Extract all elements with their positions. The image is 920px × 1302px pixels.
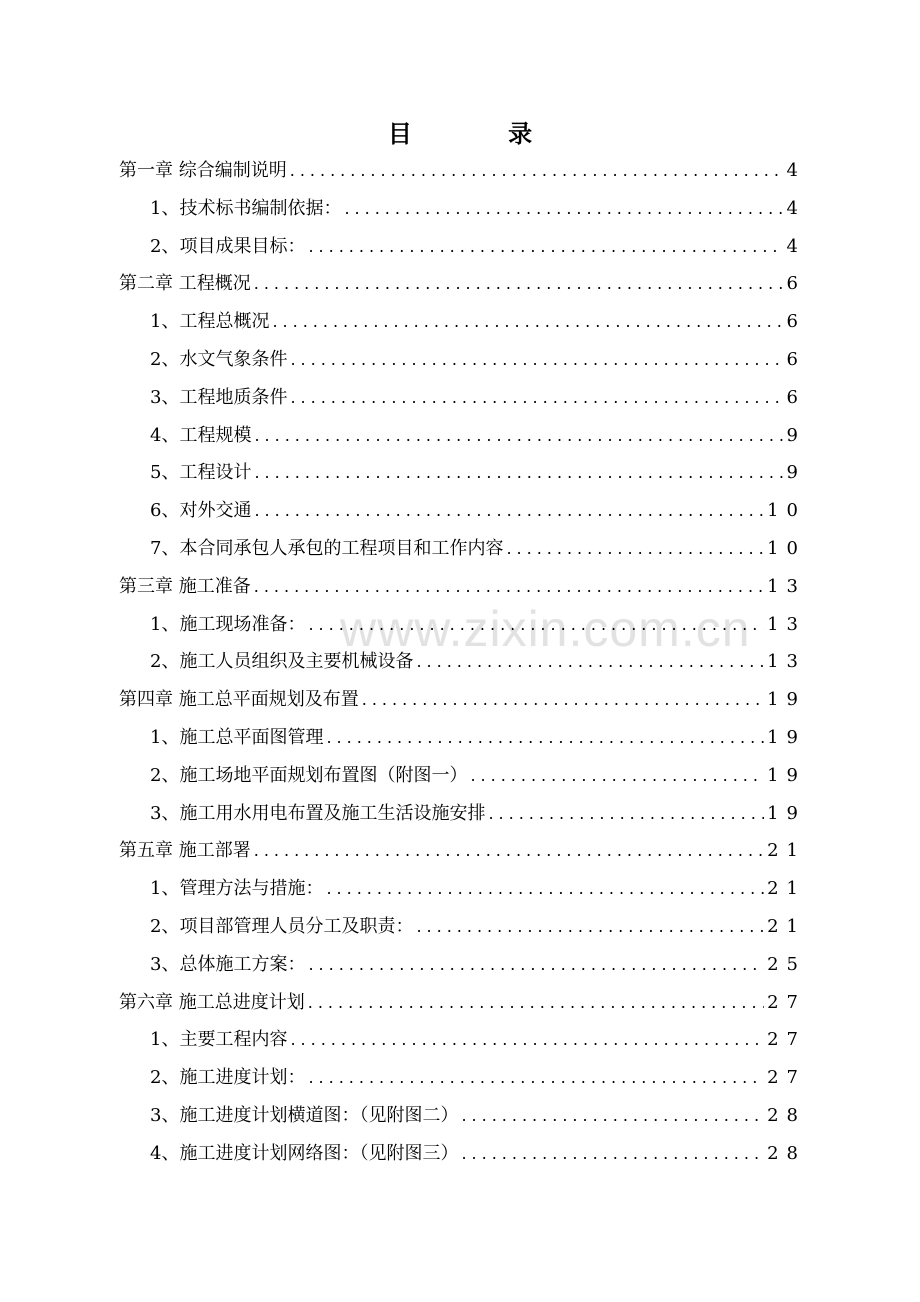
toc-leader-dots: [272, 303, 783, 341]
toc-leader-dots: [326, 870, 764, 908]
toc-page-number: 28: [767, 1142, 806, 1164]
toc-entry-title: 7、本合同承包人承包的工程项目和工作内容: [150, 538, 504, 559]
toc-chapter-entry[interactable]: [119, 568, 806, 606]
toc-leader-dots: [470, 757, 764, 795]
toc-entry-title: 3、施工用水用电布置及施工生活设施安排: [150, 802, 486, 824]
toc-chapter-entry[interactable]: [119, 265, 806, 303]
toc-entry-title: 第六章 施工总进度计划: [119, 991, 305, 1013]
toc-section-entry[interactable]: [150, 190, 806, 228]
toc-entry-title: 1、施工现场准备：: [150, 613, 306, 635]
toc-leader-dots: [254, 454, 783, 492]
toc-section-entry[interactable]: [150, 454, 806, 492]
toc-section-entry[interactable]: [150, 1059, 806, 1097]
toc-entry-title: 3、施工进度计划横道图：（见附图二）: [150, 1105, 459, 1126]
toc-section-entry[interactable]: [150, 417, 806, 455]
toc-page-number: 27: [767, 1067, 806, 1089]
toc-leader-dots: [290, 152, 784, 190]
toc-leader-dots: [290, 341, 783, 379]
toc-leader-dots: [488, 795, 764, 833]
toc-page-number: 4: [786, 235, 806, 257]
toc-page-number: 28: [767, 1105, 806, 1126]
toc-page-number: 19: [767, 802, 806, 824]
toc-leader-dots: [461, 1135, 764, 1173]
toc-page-number: 19: [767, 689, 806, 711]
page-title: 目 录: [387, 119, 577, 148]
toc-page-number: 6: [786, 349, 806, 370]
toc-leader-dots: [290, 1021, 764, 1059]
toc-leader-dots: [416, 908, 764, 946]
toc-page-number: 19: [767, 727, 806, 748]
toc-chapter-entry[interactable]: [119, 832, 806, 870]
watermark: www.zixin.com.cn: [340, 601, 751, 657]
toc-section-entry[interactable]: [150, 341, 806, 379]
toc-chapter-entry[interactable]: [119, 984, 806, 1022]
toc-leader-dots: [326, 719, 764, 757]
toc-page-number: 27: [767, 1029, 806, 1051]
toc-entry-title: 3、总体施工方案：: [150, 953, 306, 975]
toc-leader-dots: [254, 492, 764, 530]
toc-entry-title: 6、对外交通: [150, 500, 252, 522]
toc-page-number: 6: [786, 311, 806, 333]
toc-entry-title: 2、项目部管理人员分工及职责：: [150, 916, 414, 937]
toc-entry-title: 第四章 施工总平面规划及布置: [119, 689, 359, 711]
toc-page-number: 10: [767, 538, 806, 559]
toc-leader-dots: [506, 530, 764, 568]
toc-section-entry[interactable]: [150, 870, 806, 908]
toc-section-entry[interactable]: [150, 757, 806, 795]
toc-entry-title: 1、施工总平面图管理: [150, 727, 324, 748]
toc-section-entry[interactable]: [150, 492, 806, 530]
toc-page-number: 21: [767, 878, 806, 900]
toc-leader-dots: [254, 265, 784, 303]
toc-leader-dots: [362, 681, 764, 719]
toc-page-number: 21: [767, 916, 806, 937]
toc-page-number: 10: [767, 500, 806, 522]
toc-leader-dots: [344, 190, 783, 228]
toc-page-number: 13: [767, 613, 806, 635]
toc-entry-title: 第三章 施工准备: [119, 575, 251, 597]
toc-section-entry[interactable]: [150, 228, 806, 266]
toc-page-number: 21: [767, 840, 806, 862]
toc-page-number: 4: [786, 160, 806, 181]
toc-entry-title: 4、工程规模: [150, 424, 252, 446]
toc-page-number: 4: [786, 197, 806, 219]
toc-section-entry[interactable]: [150, 643, 806, 681]
toc-section-entry[interactable]: [150, 719, 806, 757]
toc-section-entry[interactable]: [150, 1021, 806, 1059]
toc-entry-title: 第一章 综合编制说明: [119, 160, 287, 181]
toc-page-number: 6: [786, 386, 806, 408]
toc-entry-title: 2、项目成果目标：: [150, 235, 306, 257]
toc-entry-title: 1、主要工程内容: [150, 1029, 288, 1051]
toc-leader-dots: [308, 1059, 764, 1097]
toc-section-entry[interactable]: [150, 530, 806, 568]
toc-section-entry[interactable]: [150, 303, 806, 341]
toc-section-entry[interactable]: [150, 1097, 806, 1135]
toc-entry-title: 第五章 施工部署: [119, 840, 251, 862]
toc-leader-dots: [461, 1097, 764, 1135]
toc-leader-dots: [308, 946, 764, 984]
toc-entry-title: 2、施工进度计划：: [150, 1067, 306, 1089]
toc-leader-dots: [290, 379, 783, 417]
toc-entry-title: 5、工程设计: [150, 462, 252, 484]
toc-leader-dots: [308, 228, 783, 266]
toc-page-number: 13: [767, 651, 806, 673]
toc-entry-title: 2、施工人员组织及主要机械设备: [150, 651, 414, 673]
toc-section-entry[interactable]: [150, 795, 806, 833]
toc-leader-dots: [308, 606, 764, 644]
toc-entry-title: 2、水文气象条件: [150, 349, 288, 370]
toc-leader-dots: [308, 984, 764, 1022]
toc-section-entry[interactable]: [150, 379, 806, 417]
toc-section-entry[interactable]: [150, 606, 806, 644]
toc-entry-title: 2、施工场地平面规划布置图（附图一）: [150, 764, 468, 786]
toc-page-number: 13: [767, 575, 806, 597]
toc-chapter-entry[interactable]: [119, 681, 806, 719]
toc-page-number: 6: [786, 273, 806, 295]
toc-leader-dots: [254, 417, 783, 455]
toc-page-number: 9: [786, 424, 806, 446]
toc-page-number: 19: [767, 764, 806, 786]
toc-leader-dots: [254, 568, 764, 606]
toc-leader-dots: [416, 643, 764, 681]
toc-entry-title: 第二章 工程概况: [119, 273, 251, 295]
toc-section-entry[interactable]: [150, 946, 806, 984]
toc-section-entry[interactable]: [150, 1135, 806, 1173]
toc-entry-title: 1、工程总概况: [150, 311, 270, 333]
toc-page-number: 27: [767, 991, 806, 1013]
toc-page-number: 9: [786, 462, 806, 484]
toc-chapter-entry[interactable]: [119, 152, 806, 190]
toc-entry-title: 1、技术标书编制依据：: [150, 197, 342, 219]
toc-page-number: 25: [767, 953, 806, 975]
toc-entry-title: 4、施工进度计划网络图：（见附图三）: [150, 1142, 459, 1164]
toc-entry-title: 3、工程地质条件: [150, 386, 288, 408]
toc-section-entry[interactable]: [150, 908, 806, 946]
toc-entry-title: 1、管理方法与措施：: [150, 878, 324, 900]
toc-leader-dots: [254, 832, 764, 870]
